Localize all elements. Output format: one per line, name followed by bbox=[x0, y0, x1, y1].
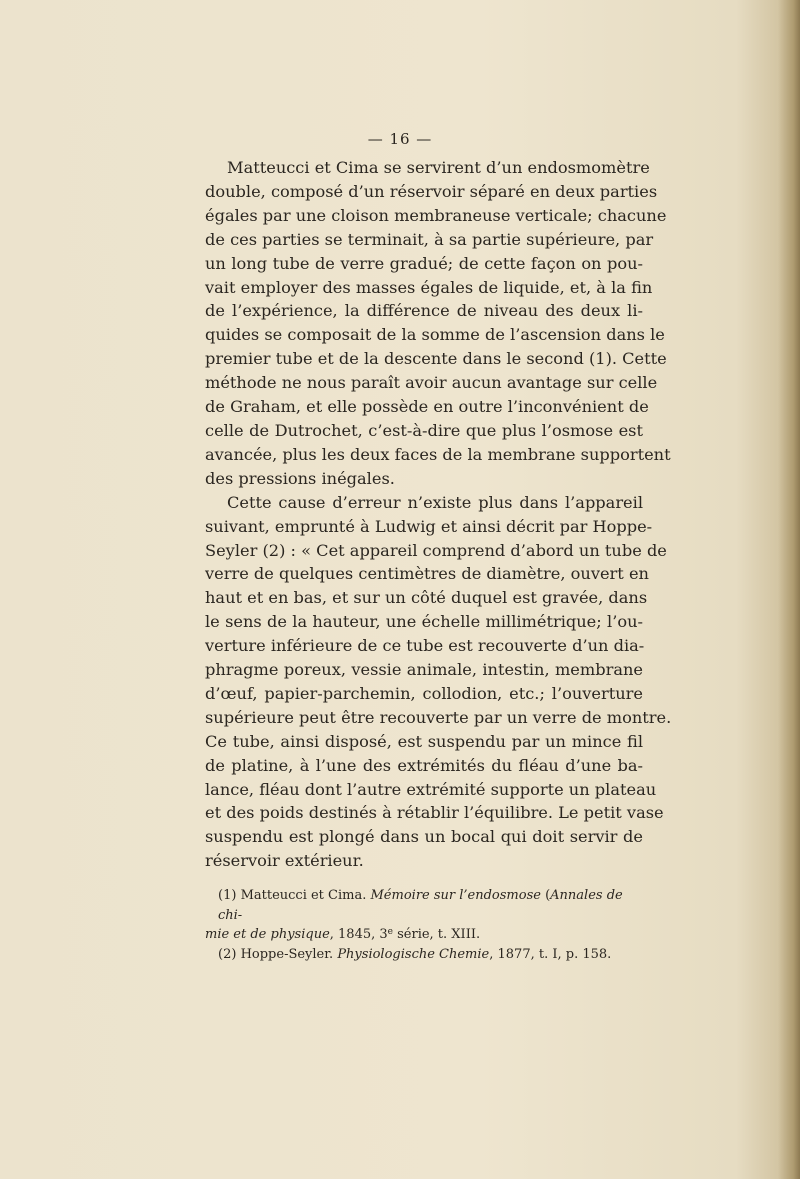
footnote-text: , 1877, t. I, p. 158. bbox=[489, 946, 612, 962]
text-line: haut et en bas, et sur un côté duquel est gravée, dans bbox=[205, 588, 648, 608]
footnote-title: Mémoire sur l’endosmose bbox=[370, 888, 541, 903]
footnote-journal-continued: mie et de physique bbox=[205, 927, 330, 942]
footnote-text: Matteucci et Cima. bbox=[240, 888, 367, 903]
paragraph-1 bbox=[205, 156, 671, 491]
text-line: vait employer des masses égales de liquide, et, à la fin bbox=[205, 277, 653, 297]
text-line: quides se composait de la somme de l’ascension dans le bbox=[205, 325, 665, 345]
footnote-text: Hoppe-Seyler. bbox=[240, 946, 334, 962]
text-line: lance, fléau dont l’autre extrémité supporte un plateau bbox=[205, 779, 657, 799]
text-line: suspendu est plongé dans un bocal qui doit servir de bbox=[205, 827, 643, 847]
text-line: celle de Dutrochet, c’est-à-dire que plus l’osmose est bbox=[205, 420, 643, 440]
text-line: méthode ne nous paraît avoir aucun avantage sur celle bbox=[205, 373, 658, 393]
text-line: verture inférieure de ce tube est recouverte d’un dia- bbox=[205, 636, 645, 656]
text-line: des pressions inégales. bbox=[205, 468, 395, 488]
footnote-mark: (1) bbox=[218, 888, 237, 903]
text-line: et des poids destinés à rétablir l’équilibre. Le petit vase bbox=[205, 803, 664, 823]
text-line: réservoir extérieur. bbox=[205, 851, 364, 871]
text-line: de platine, à l’une des extrémités du fléau d’une ba- bbox=[205, 755, 643, 775]
text-line: suivant, emprunté à Ludwig et ainsi décrit par Hoppe- bbox=[205, 516, 653, 536]
footnotes bbox=[205, 886, 643, 964]
text-line: Seyler (2) : « Cet appareil comprend d’abord un tube de bbox=[205, 540, 667, 560]
footnote-2 bbox=[205, 945, 643, 965]
footnote-text: , 1845, 3 bbox=[329, 927, 388, 942]
footnote-1 bbox=[205, 886, 643, 925]
footnote-1-continued bbox=[205, 925, 643, 945]
text-line: avancée, plus les deux faces de la membrane supportent bbox=[205, 444, 671, 464]
text-line: Ce tube, ainsi disposé, est suspendu par un mince fil bbox=[205, 731, 643, 751]
footnote-mark: (2) bbox=[218, 946, 237, 962]
text-line: phragme poreux, vessie animale, intestin, membrane bbox=[205, 660, 643, 680]
text-line: de Graham, et elle possède en outre l’inconvénient de bbox=[205, 397, 649, 417]
text-line: de l’expérience, la différence de niveau des deux li- bbox=[205, 301, 643, 321]
text-line: verre de quelques centimètres de diamètre, ouvert en bbox=[205, 564, 649, 584]
text-line: le sens de la hauteur, une échelle millimétrique; l’ou- bbox=[205, 612, 643, 632]
text-line: Cette cause d’erreur n’existe plus dans l’appareil bbox=[227, 492, 643, 512]
page-number: — 16 — bbox=[367, 130, 433, 148]
text-line: égales par une cloison membraneuse verticale; chacune bbox=[205, 205, 667, 225]
body-text bbox=[205, 156, 672, 873]
text-line: supérieure peut être recouverte par un verre de montre. bbox=[205, 707, 672, 727]
text-line: d’œuf, papier-parchemin, collodion, etc.; l’ouverture bbox=[205, 683, 643, 703]
footnote-superscript: e bbox=[387, 927, 393, 937]
text-line: Matteucci et Cima se servirent d’un endosmomètre bbox=[227, 158, 650, 177]
text-line: un long tube de verre gradué; de cette façon on pou- bbox=[205, 253, 643, 273]
text-line: double, composé d’un réservoir séparé en deux parties bbox=[205, 181, 658, 201]
footnote-text: série, t. XIII. bbox=[392, 927, 481, 942]
footnote-journal: Annales de chi- bbox=[218, 888, 623, 923]
paragraph-2 bbox=[205, 491, 672, 874]
text-line: de ces parties se terminait, à sa partie supérieure, par bbox=[205, 229, 654, 249]
text-line: premier tube et de la descente dans le second (1). Cette bbox=[205, 349, 667, 369]
page-edge-shadow bbox=[778, 0, 800, 1179]
footnote-title: Physiologische Chemie bbox=[337, 946, 490, 962]
footnote-text: ( bbox=[545, 888, 551, 903]
